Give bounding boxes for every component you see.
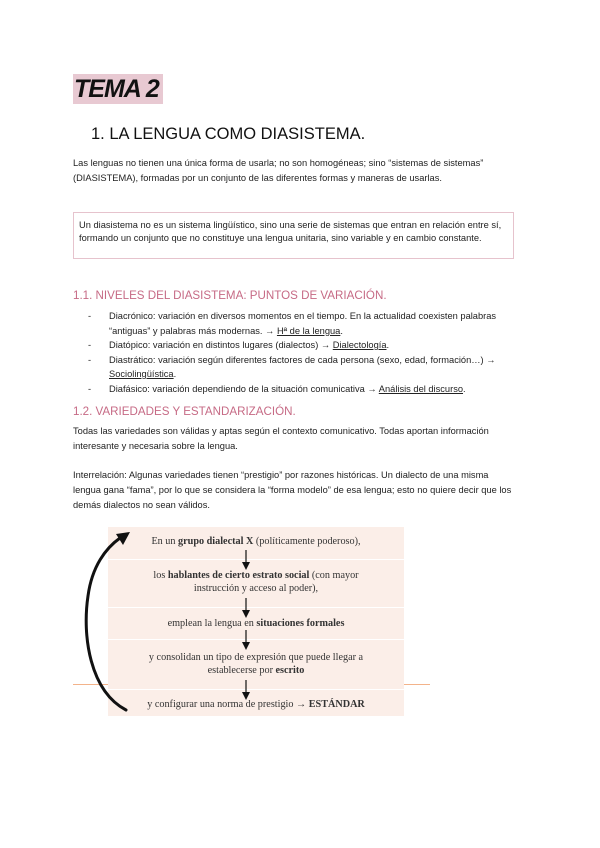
diagram-step-1: En un grupo dialectal X (políticamente poderoso), bbox=[151, 536, 361, 547]
diagram-divider bbox=[108, 607, 404, 608]
arrow-down-icon bbox=[241, 598, 251, 618]
link-historia-lengua[interactable]: Hª de la lengua bbox=[276, 325, 341, 336]
list-item bbox=[88, 309, 528, 338]
arrow-down-icon bbox=[241, 550, 251, 570]
link-dialectologia[interactable]: Dialectología bbox=[332, 340, 387, 350]
interrelation-paragraph: Interrelación: Algunas variedades tienen “prestigio” por razones históricas. Un dialecto de una misma lengua gana “fama”, por lo que se considera la “forma modelo” de esa lengua; esto no quiere decir que los demás dialectos no sean válidos. bbox=[73, 470, 512, 510]
list-dash: - bbox=[88, 340, 92, 350]
variation-list bbox=[88, 309, 528, 396]
list-item-end: . bbox=[340, 325, 343, 336]
list-item bbox=[88, 382, 528, 397]
arrow-down-icon bbox=[241, 630, 251, 650]
intro-paragraph: Las lenguas no tienen una única forma de usarla; no son homogéneas; sino “sistemas de sistemas” (DIASISTEMA), formadas por un conjunto de las diferentes formas y maneras de usarlas. bbox=[73, 158, 484, 183]
list-item-end: . bbox=[463, 383, 466, 394]
section-1-1-heading: 1.1. NIVELES DEL DIASISTEMA: PUNTOS DE VARIACIÓN. bbox=[73, 289, 387, 302]
definition-box bbox=[73, 212, 514, 259]
diagram-step-2: los hablantes de cierto estrato social (con mayor instrucción y acceso al poder), bbox=[153, 570, 359, 594]
list-item-text: Diacrónico: variación en diversos momentos en el tiempo. En la actualidad coexisten palabras “antiguas” y palabras más modernas. → bbox=[109, 311, 497, 336]
diagram-step-3: emplean la lengua en situaciones formales bbox=[167, 618, 345, 629]
standardization-diagram bbox=[108, 527, 404, 716]
link-sociolinguistica[interactable]: Sociolingüística bbox=[109, 369, 174, 379]
definition-text: Un diasistema no es un sistema lingüístico, sino una serie de sistemas que entran en relación entre sí, formando un conjunto que no constituye una lengua unitaria, sino variable y en cambio constante. bbox=[79, 220, 502, 243]
list-item-text: Diafásico: variación dependiendo de la situación comunicativa → bbox=[109, 383, 379, 394]
list-dash: - bbox=[88, 354, 92, 365]
diagram-step-5: y configurar una norma de prestigio → ESTÁNDAR bbox=[147, 699, 365, 710]
list-dash: - bbox=[88, 311, 92, 321]
diagram-divider bbox=[108, 639, 404, 640]
list-item-text: Diatópico: variación en distintos lugares (dialectos) → bbox=[109, 340, 333, 350]
section-1-2-heading: 1.2. VARIEDADES Y ESTANDARIZACIÓN. bbox=[73, 405, 296, 418]
arrow-down-icon bbox=[241, 680, 251, 700]
list-item bbox=[88, 338, 528, 353]
diagram-divider bbox=[108, 689, 404, 690]
link-analisis-discurso[interactable]: Análisis del discurso bbox=[378, 383, 464, 394]
section-1-heading: 1. LA LENGUA COMO DIASISTEMA. bbox=[91, 125, 366, 143]
loop-arrow-icon bbox=[80, 526, 140, 716]
diagram-step-4: y consolidan un tipo de expresión que puede llegar a establecerse por escrito bbox=[148, 652, 364, 676]
tema-title: TEMA 2 bbox=[73, 74, 163, 104]
list-item-text: Diastrático: variación según diferentes factores de cada persona (sexo, edad, formación…) → bbox=[109, 354, 496, 365]
list-item-end: . bbox=[173, 369, 177, 379]
varieties-paragraph: Todas las variedades son válidas y aptas según el contexto comunicativo. Todas aportan información interesante y necesaria sobre la lengua. bbox=[73, 426, 489, 451]
list-dash: - bbox=[88, 383, 92, 394]
list-item-end: . bbox=[386, 340, 390, 350]
diagram-divider bbox=[108, 559, 404, 560]
list-item bbox=[88, 353, 528, 382]
